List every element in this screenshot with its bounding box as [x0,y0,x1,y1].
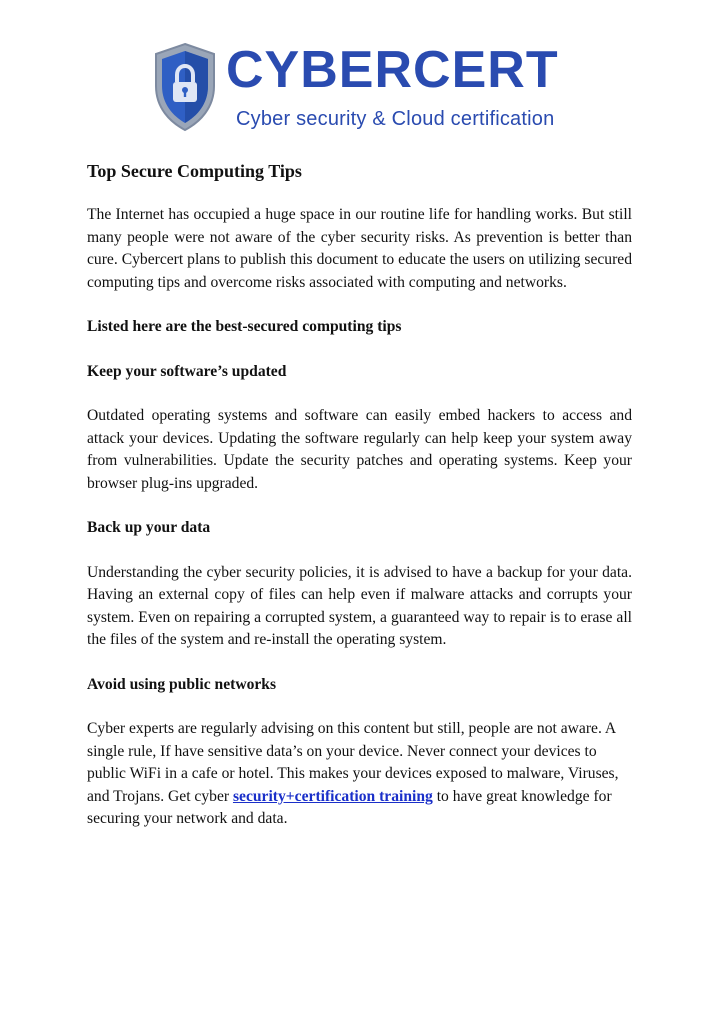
intro-paragraph: The Internet has occupied a huge space in our routine life for handling works. But still many people were not aware of the cyber security risks. As prevention is better than cure. Cybercert plans to publish this document to educate the users on utilizing secured computing tips and overcome risks associated with computing and networks. [87,206,632,291]
section-heading-backup: Back up your data [87,519,211,536]
section-body-public-networks [87,718,632,831]
section-body-backup: Understanding the cyber security policies, it is advised to have a backup for your data. Having an external copy of files can help even if malware attacks and corrupts your system. Even on repairing a corrupted system, a guaranteed way to repair is to erase all the files of the system and re-install the operating system. [87,563,632,648]
logo-tagline: Cyber security & Cloud certification [236,108,555,130]
document-body [87,158,632,853]
section-heading-software-updates: Keep your software’s updated [87,362,287,380]
shield-lock-icon [152,42,218,132]
public-networks-text-after-link: to have great knowledge for securing your network and data. [87,787,612,827]
section-heading-public-networks: Avoid using public networks [87,675,277,693]
public-networks-text-before-link: Cyber experts are regularly advising on this content but still, people are not aware. A single rule, If have sensitive data’s on your device. Never connect your devices to public WiFi in a cafe or hotel. This makes your devices exposed to malware, Viruses, and Trojans. Get cyber [87,720,619,805]
document-title: Top Secure Computing Tips [87,161,302,181]
section-body-software-updates: Outdated operating systems and software can easily embed hackers to access and attack your devices. Updating the software regularly can help keep your system away from vulnerabilities. Update the security patches and operating systems. Keep your browser plug-ins upgraded. [87,407,632,492]
cybercert-logo [150,40,570,136]
list-heading: Listed here are the best-secured computing tips [87,318,402,335]
certification-training-link[interactable]: security+certification training [232,787,433,805]
logo-wordmark: CYBERCERT [226,41,559,99]
